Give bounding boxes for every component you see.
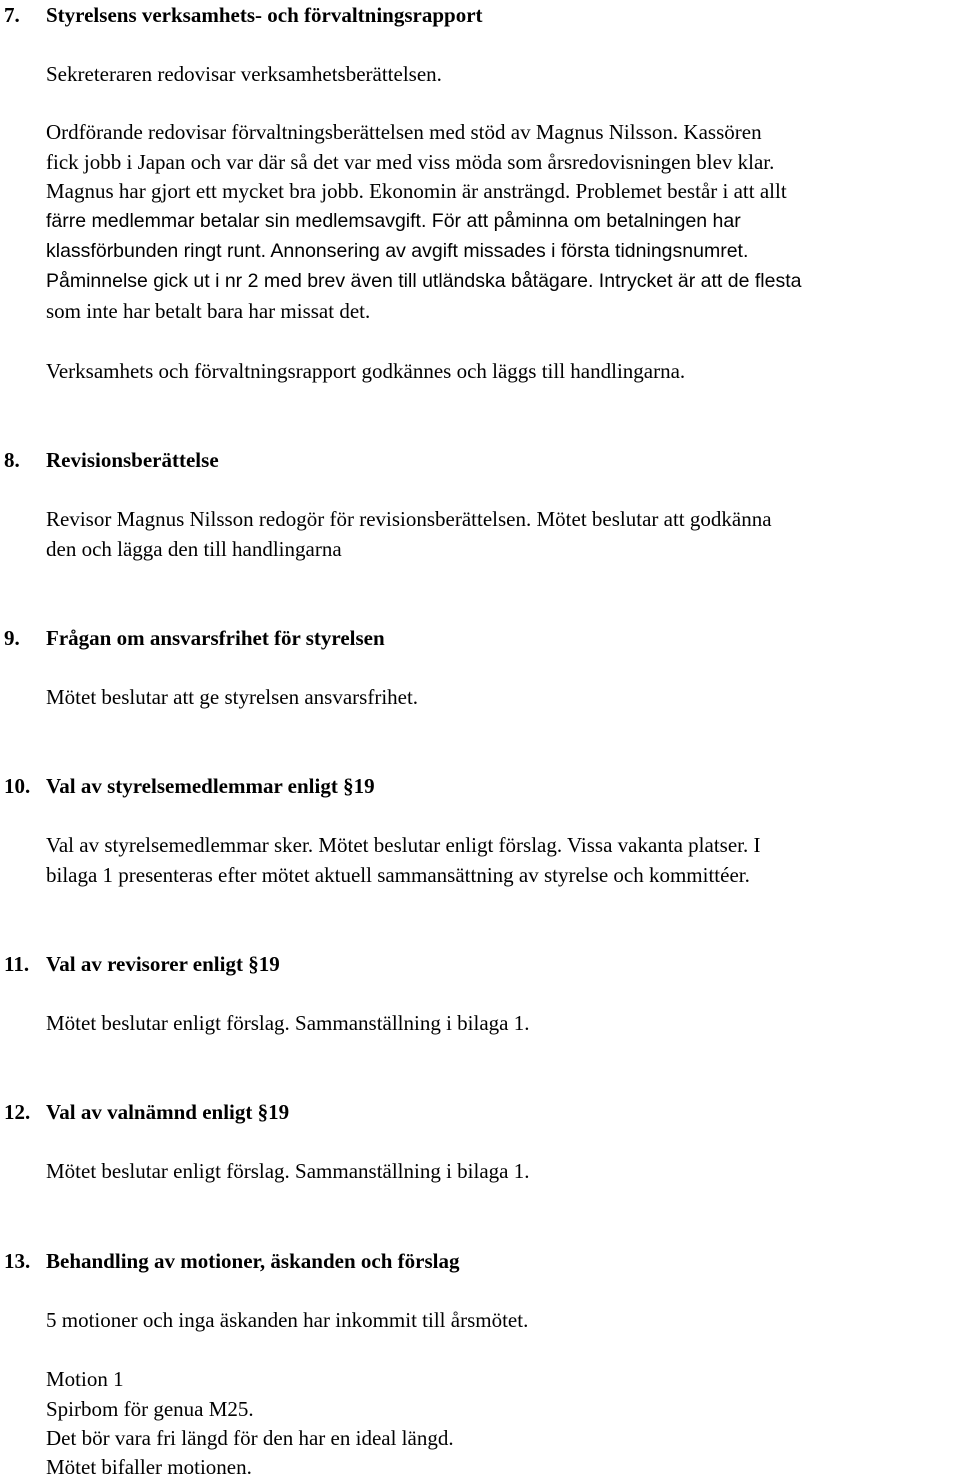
section-heading: Val av valnämnd enligt §19 — [46, 1100, 290, 1124]
motion-line: Mötet bifaller motionen. — [46, 1455, 252, 1479]
paragraph: Sekreteraren redovisar verksamhetsberättelsen. — [46, 62, 442, 86]
paragraph-line: Påminnelse gick ut i nr 2 med brev även till utländska båtägare. Intrycket är att de flesta — [46, 270, 802, 292]
paragraph-line: klassförbunden ringt runt. Annonsering av avgift missades i första tidningsnumret. — [46, 240, 749, 262]
section-heading: Behandling av motioner, äskanden och förslag — [46, 1249, 460, 1273]
section-number: 10. — [4, 774, 31, 798]
paragraph-line: Ordförande redovisar förvaltningsberättelsen med stöd av Magnus Nilsson. Kassören — [46, 120, 762, 144]
section-number: 7. — [4, 3, 20, 27]
paragraph-line: Revisor Magnus Nilsson redogör för revisionsberättelsen. Mötet beslutar att godkänna — [46, 507, 772, 531]
paragraph: Mötet beslutar att ge styrelsen ansvarsfrihet. — [46, 685, 419, 709]
paragraph: Verksamhets och förvaltningsrapport godkännes och läggs till handlingarna. — [46, 359, 686, 383]
paragraph-line: fick jobb i Japan och var där så det var med viss möda som årsredovisningen blev klar. — [46, 150, 775, 174]
paragraph-line: den och lägga den till handlingarna — [46, 537, 342, 561]
section-heading: Styrelsens verksamhets- och förvaltningsrapport — [46, 3, 483, 27]
motion-line: Motion 1 — [46, 1367, 124, 1391]
paragraph-line: bilaga 1 presenteras efter mötet aktuell sammansättning av styrelse och kommittéer. — [46, 863, 750, 887]
section-heading: Frågan om ansvarsfrihet för styrelsen — [46, 626, 385, 650]
paragraph-line: Val av styrelsemedlemmar sker. Mötet beslutar enligt förslag. Vissa vakanta platser. I — [46, 833, 761, 857]
section-number: 12. — [4, 1100, 31, 1124]
motion-line: Det bör vara fri längd för den har en ideal längd. — [46, 1426, 454, 1450]
section-number: 13. — [4, 1249, 31, 1273]
motion-line: Spirbom för genua M25. — [46, 1397, 254, 1421]
section-heading: Val av styrelsemedlemmar enligt §19 — [46, 774, 375, 798]
paragraph: Mötet beslutar enligt förslag. Sammanställning i bilaga 1. — [46, 1011, 530, 1035]
paragraph: 5 motioner och inga äskanden har inkommit till årsmötet. — [46, 1308, 529, 1332]
section-heading: Val av revisorer enligt §19 — [46, 952, 280, 976]
paragraph-line: Magnus har gjort ett mycket bra jobb. Ekonomin är ansträngd. Problemet består i att allt — [46, 179, 787, 203]
paragraph-line: färre medlemmar betalar sin medlemsavgift. För att påminna om betalningen har — [46, 210, 741, 232]
paragraph-line: som inte har betalt bara har missat det. — [46, 299, 371, 323]
section-number: 11. — [4, 952, 30, 976]
paragraph: Mötet beslutar enligt förslag. Sammanställning i bilaga 1. — [46, 1159, 530, 1183]
section-number: 9. — [4, 626, 20, 650]
section-heading: Revisionsberättelse — [46, 448, 219, 472]
section-number: 8. — [4, 448, 20, 472]
